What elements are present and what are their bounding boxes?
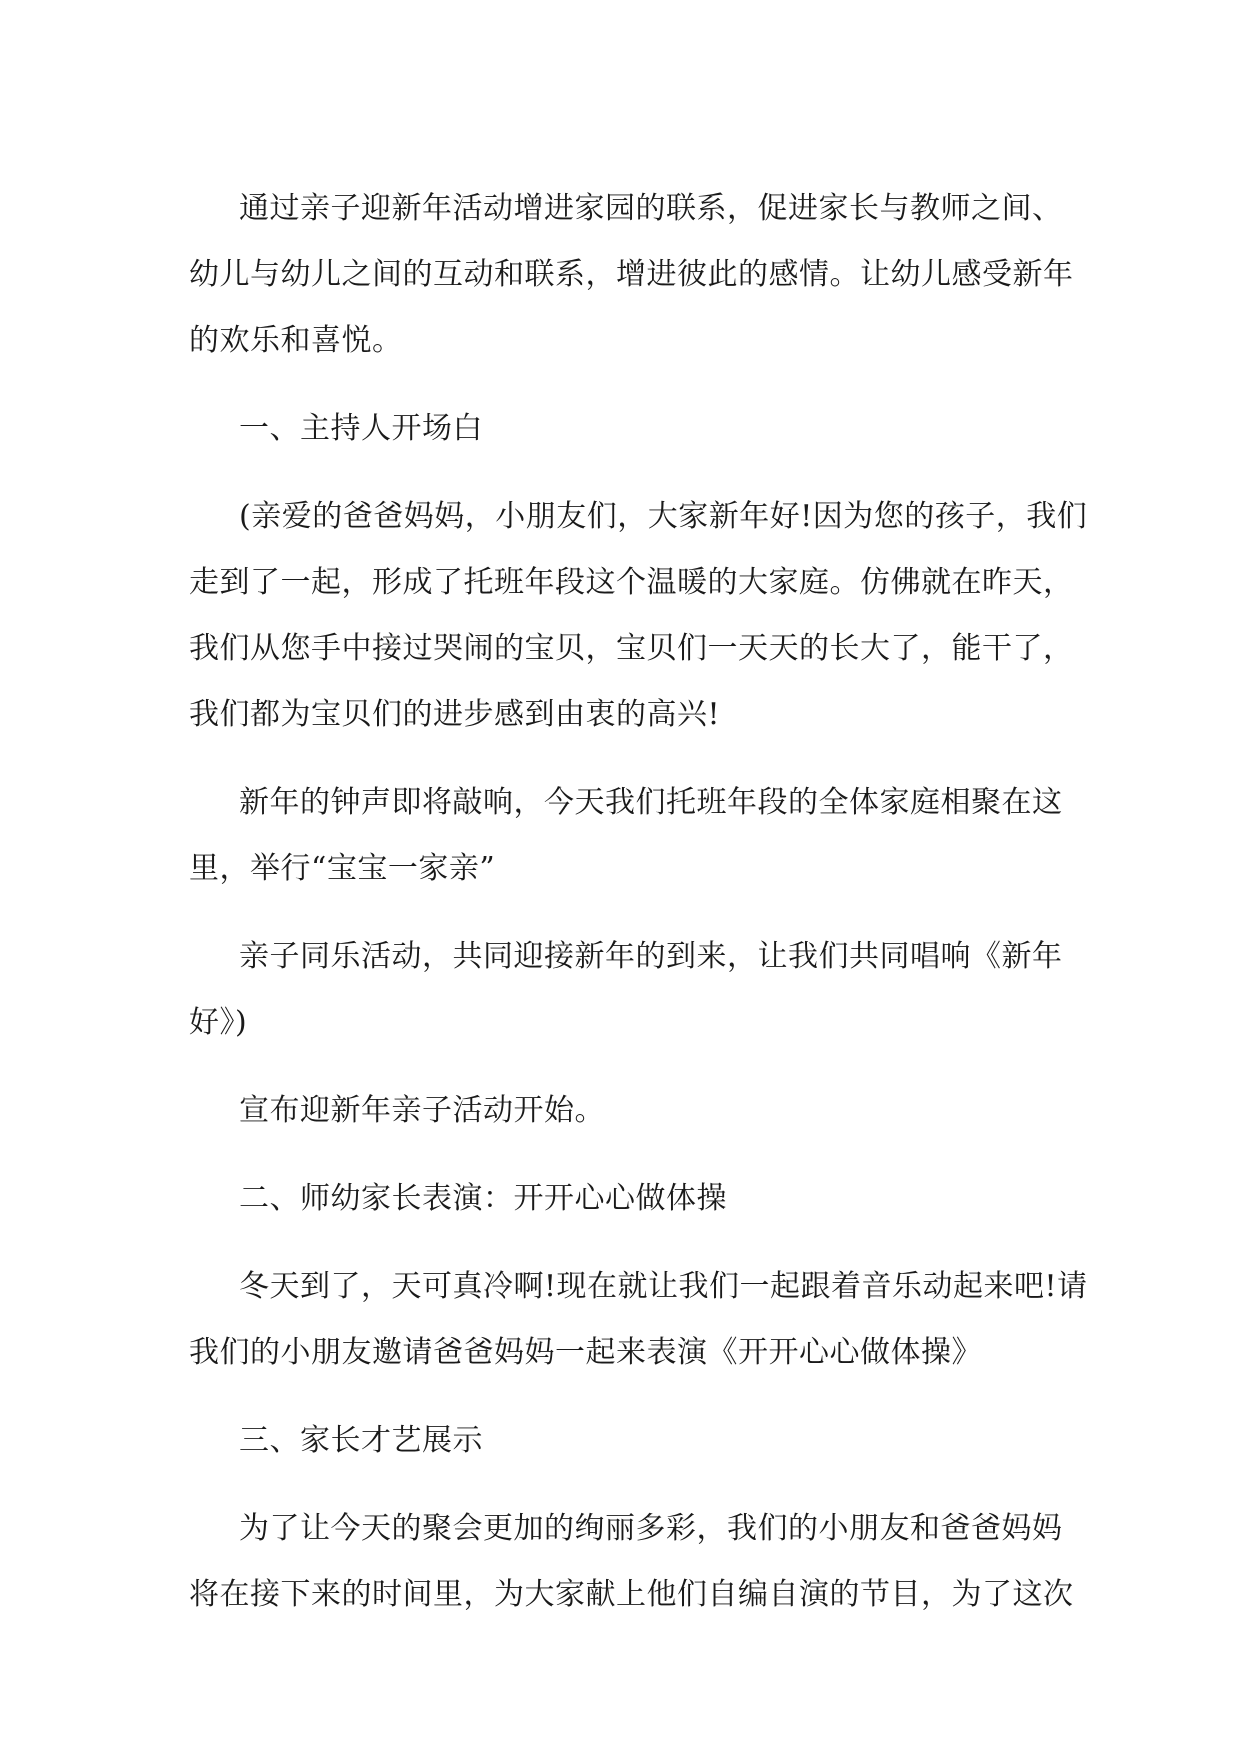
- text-line: 为了让今天的聚会更加的绚丽多彩，我们的小朋友和爸爸妈妈: [239, 1511, 1063, 1546]
- paragraph-host-speech: [189, 484, 1088, 748]
- section-heading-host-opening: [189, 396, 1051, 462]
- section-heading-talent-show: [189, 1408, 1051, 1474]
- text-line: 我们都为宝贝们的进步感到由衷的高兴!: [189, 697, 721, 732]
- text-line: 将在接下来的时间里，为大家献上他们自编自演的节目，为了这次: [189, 1577, 1074, 1612]
- text-line: 新年的钟声即将敲响，今天我们托班年段的全体家庭相聚在这: [239, 785, 1063, 820]
- text-line: 宣布迎新年亲子活动开始。: [239, 1093, 605, 1128]
- text-line: 三、家长才艺展示: [239, 1423, 483, 1458]
- section-heading-exercise: [189, 1166, 1051, 1232]
- text-line: 我们的小朋友邀请爸爸妈妈一起来表演《开开心心做体操》: [189, 1335, 982, 1370]
- text-line: 里，举行“宝宝一家亲”: [189, 851, 496, 886]
- text-line: 好》): [189, 1005, 248, 1040]
- text-line: 通过亲子迎新年活动增进家园的联系，促进家长与教师之间、: [239, 191, 1063, 226]
- paragraph-talent-intro: [189, 1496, 1074, 1628]
- text-line: 我们从您手中接过哭闹的宝贝，宝贝们一天天的长大了，能干了，: [189, 631, 1074, 666]
- text-line: 二、师幼家长表演：开开心心做体操: [239, 1181, 727, 1216]
- text-line: 冬天到了，天可真冷啊!现在就让我们一起跟着音乐动起来吧!请: [239, 1269, 1088, 1304]
- text-line: 一、主持人开场白: [239, 411, 483, 446]
- paragraph-announce-start: [189, 1078, 1051, 1144]
- document-page: [189, 176, 1088, 1650]
- paragraph-winter: [189, 1254, 1088, 1386]
- text-line: 幼儿与幼儿之间的互动和联系，增进彼此的感情。让幼儿感受新年: [189, 257, 1074, 292]
- paragraph-new-year-bell: [189, 770, 1063, 902]
- text-line: 亲子同乐活动，共同迎接新年的到来，让我们共同唱响《新年: [239, 939, 1063, 974]
- text-line: 的欢乐和喜悦。: [189, 323, 403, 358]
- paragraph-intro: [189, 176, 1074, 374]
- paragraph-family-activity: [189, 924, 1063, 1056]
- text-line: 走到了一起，形成了托班年段这个温暖的大家庭。仿佛就在昨天，: [189, 565, 1074, 600]
- text-line: (亲爱的爸爸妈妈，小朋友们，大家新年好!因为您的孩子，我们: [239, 499, 1088, 534]
